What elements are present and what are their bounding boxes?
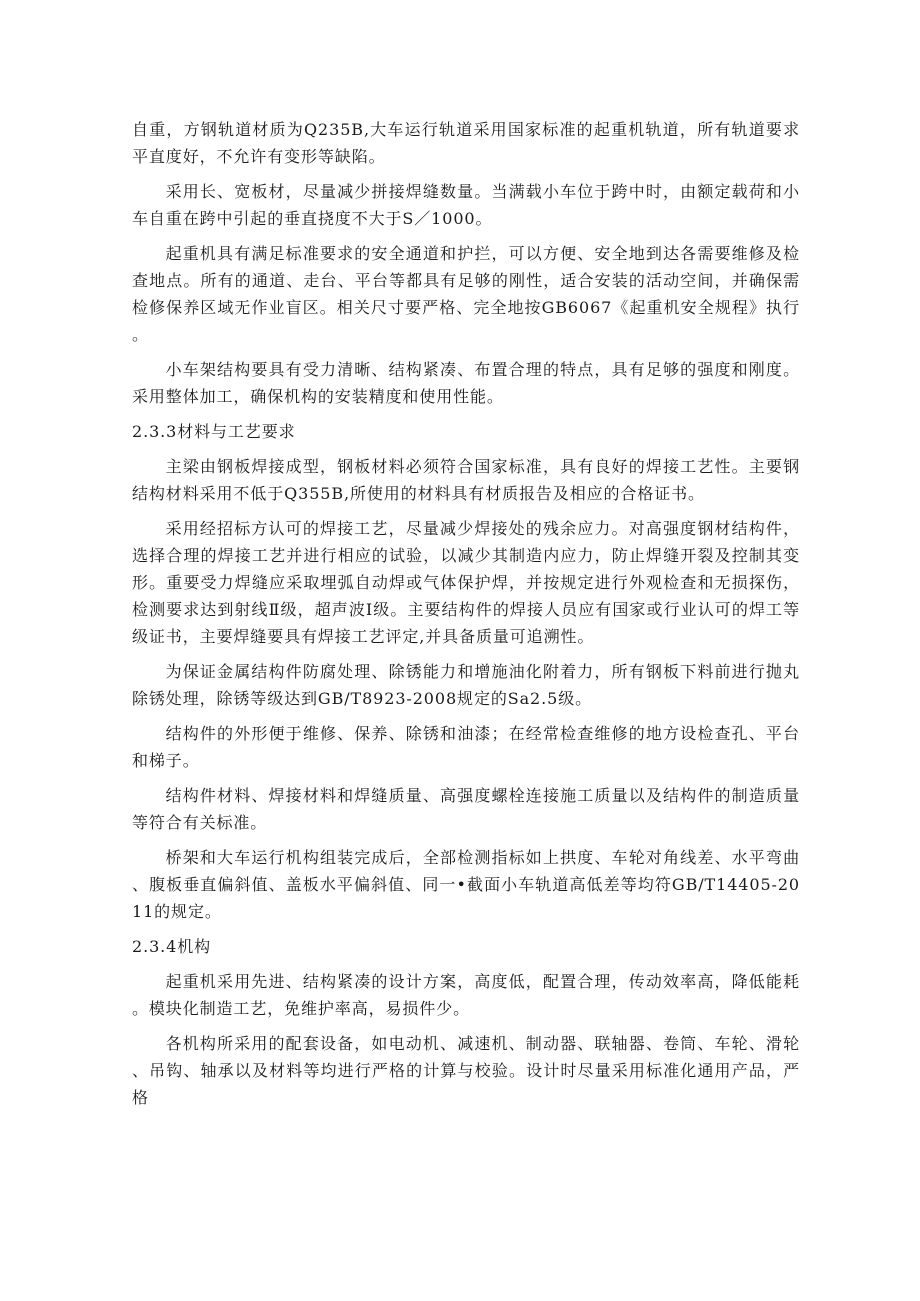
section-heading-materials-process: 2.3.3材料与工艺要求 [132,422,296,441]
paragraph-welding-process: 采用经招标方认可的焊接工艺，尽量减少焊接处的残余应力。对高强度钢材结构件，选择合理的焊接工艺并进行相应的试验，以减少其制造内应力，防止焊缝开裂及控制其变形。重要受力焊缝应采取埋弧自动焊或气体保护焊，并按规定进行外观检查和无损探伤，检测要求达到射线Ⅱ级，超声波Ⅰ级。主要结构件的焊接人员应有国家或行业认可的焊工等级证书，主要焊缝要具有焊接工艺评定,并具备质量可追溯性。 [132,519,800,646]
paragraph-main-girder: 主梁由钢板焊接成型，钢板材料必须符合国家标准，具有良好的焊接工艺性。主要钢结构材料采用不低于Q355B,所使用的材料具有材质报告及相应的合格证书。 [132,457,800,503]
paragraph-bridge-inspection: 桥架和大车运行机构组装完成后，全部检测指标如上拱度、车轮对角线差、水平弯曲、腹板垂直偏斜值、盖板水平偏斜值、同一•截面小车轨道高低差等均符GB/T14405-2011的规定。 [132,848,800,921]
paragraph-maintenance-access: 结构件的外形便于维修、保养、除锈和油漆；在经常检查维修的地方设检查孔、平台和梯子。 [132,724,800,770]
section-heading-mechanism: 2.3.4机构 [132,937,212,956]
paragraph-plate-deflection: 采用长、宽板材，尽量减少拼接焊缝数量。当满载小车位于跨中时，由额定载荷和小车自重在跨中引起的垂直挠度不大于S／1000。 [132,182,800,228]
paragraph-quality-standards: 结构件材料、焊接材料和焊缝质量、高强度螺栓连接施工质量以及结构件的制造质量等符合有关标准。 [132,786,800,832]
document-page [132,116,800,1119]
paragraph-rust-removal: 为保证金属结构件防腐处理、除锈能力和增施油化附着力，所有钢板下料前进行抛丸除锈处理，除锈等级达到GB/T8923-2008规定的Sa2.5级。 [132,662,800,708]
paragraph-track-material: 自重，方钢轨道材质为Q235B,大车运行轨道采用国家标准的起重机轨道，所有轨道要求平直度好，不允许有变形等缺陷。 [132,120,800,166]
paragraph-safety-walkway: 起重机具有满足标准要求的安全通道和护拦，可以方便、安全地到达各需要维修及检查地点。所有的通道、走台、平台等都具有足够的刚性，适合安装的活动空间，并确保需检修保养区域无作业盲区。相关尺寸要严格、完全地按GB6067《起重机安全规程》执行。 [132,244,800,344]
paragraph-components-check: 各机构所采用的配套设备，如电动机、减速机、制动器、联轴器、卷筒、车轮、滑轮、吊钩、轴承以及材料等均进行严格的计算与校验。设计时尽量采用标准化通用产品，严格 [132,1034,800,1107]
paragraph-design-scheme: 起重机采用先进、结构紧凑的设计方案，高度低，配置合理，传动效率高，降低能耗。模块化制造工艺，免维护率高，易损件少。 [132,972,800,1018]
paragraph-trolley-frame: 小车架结构要具有受力清晰、结构紧凑、布置合理的特点，具有足够的强度和刚度。采用整体加工，确保机构的安装精度和使用性能。 [132,360,800,406]
